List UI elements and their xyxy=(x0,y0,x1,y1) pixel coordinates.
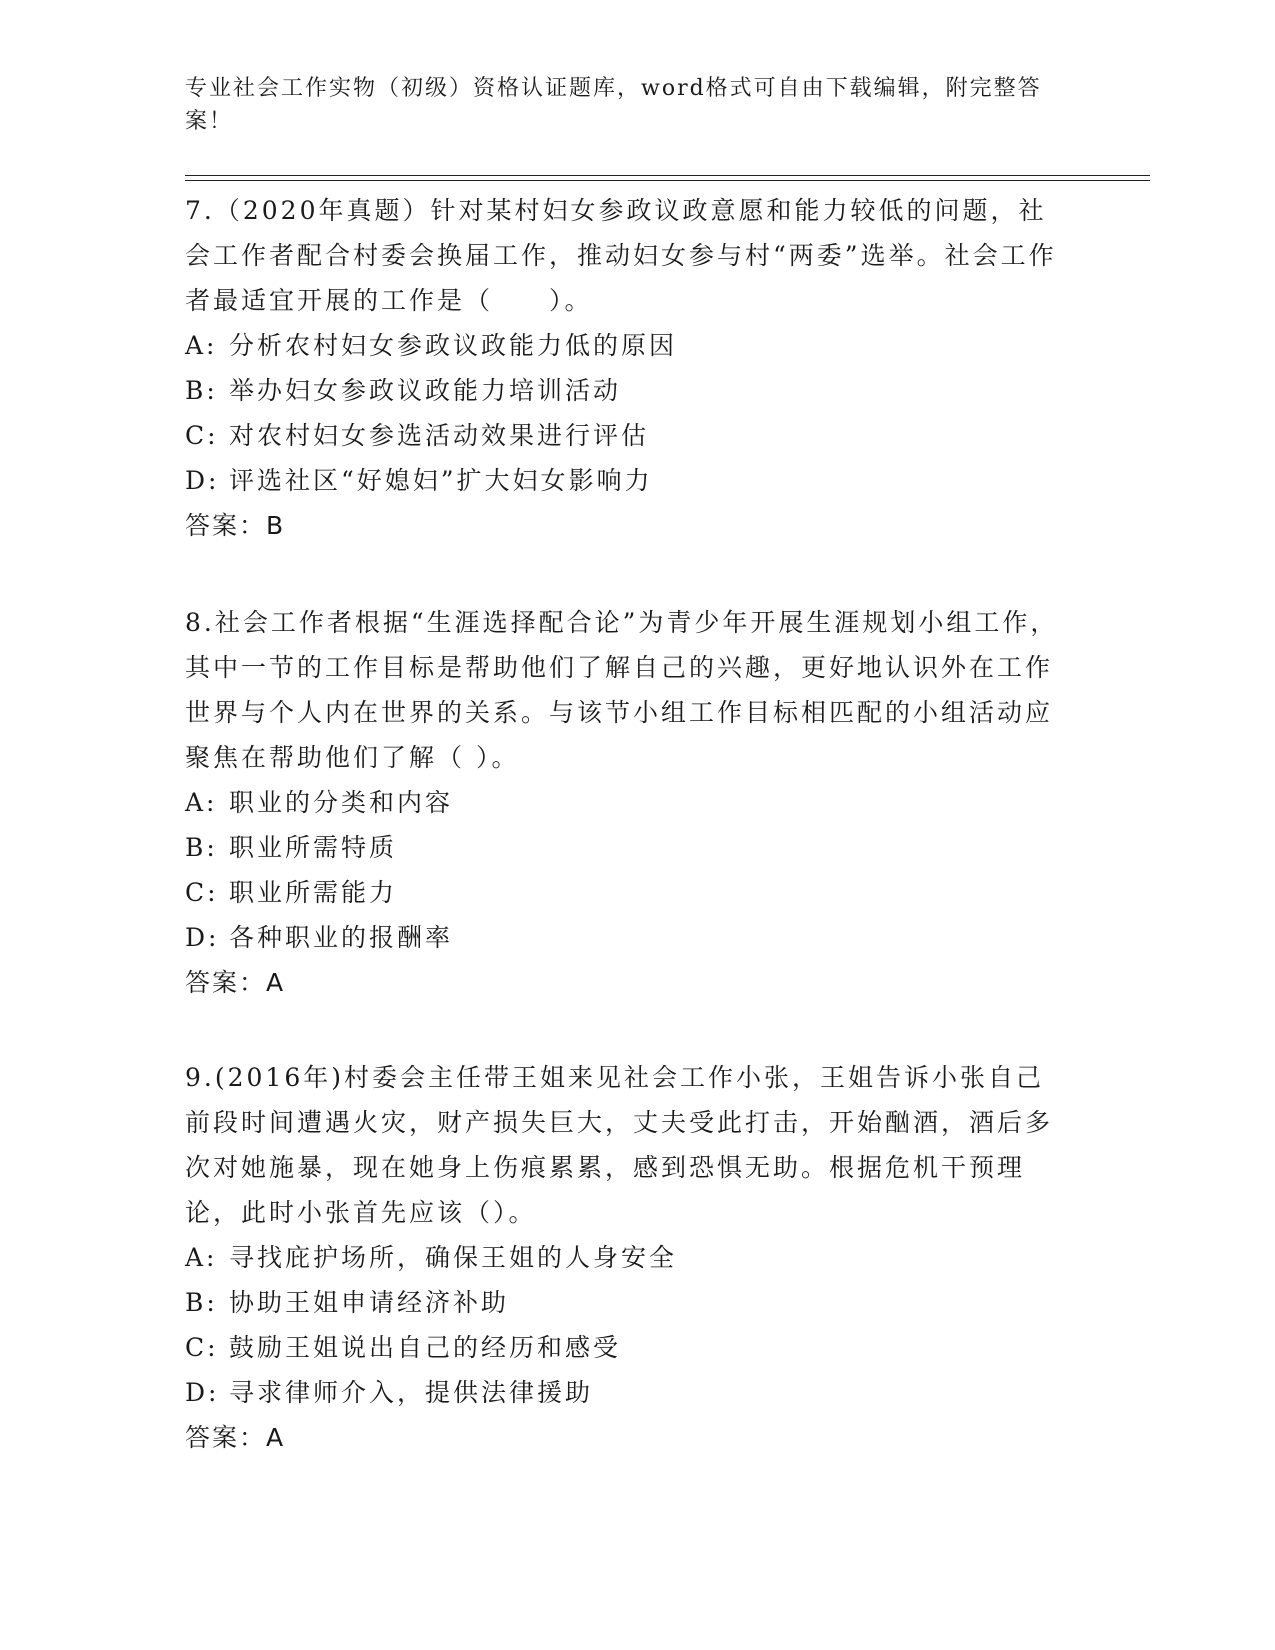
option-text: 对农村妇女参选活动效果进行评估 xyxy=(229,421,650,450)
option-d xyxy=(185,1370,1065,1415)
option-text: 举办妇女参政议政能力培训活动 xyxy=(229,376,622,405)
option-letter: D: xyxy=(185,466,220,495)
option-c xyxy=(185,870,1065,915)
option-letter: C: xyxy=(185,421,219,450)
option-text: 鼓励王姐说出自己的经历和感受 xyxy=(229,1333,622,1362)
option-c xyxy=(185,413,1065,458)
option-letter: C: xyxy=(185,1333,219,1362)
option-c xyxy=(185,1325,1065,1370)
option-text: 职业所需能力 xyxy=(229,878,398,907)
option-b xyxy=(185,825,1065,870)
option-b xyxy=(185,368,1065,413)
question-8 xyxy=(185,600,1065,1005)
option-text: 评选社区“好媳妇”扩大妇女影响力 xyxy=(229,466,653,495)
option-b xyxy=(185,1280,1065,1325)
option-a xyxy=(185,323,1065,368)
option-text: 寻找庇护场所，确保王姐的人身安全 xyxy=(229,1243,678,1272)
option-letter: A: xyxy=(185,331,218,360)
option-letter: A: xyxy=(185,1243,218,1272)
question-9 xyxy=(185,1055,1065,1460)
option-text: 职业所需特质 xyxy=(229,833,398,862)
question-stem: 8.社会工作者根据“生涯选择配合论”为青少年开展生涯规划小组工作，其中一节的工作目标是帮助他们了解自己的兴趣，更好地认识外在工作世界与个人内在世界的关系。与该节小组工作目标相匹配的小组活动应聚焦在帮助他们了解（ ）。 xyxy=(185,608,1059,772)
answer-line: 答案：A xyxy=(185,968,286,997)
option-letter: C: xyxy=(185,878,219,907)
option-letter: B: xyxy=(185,376,218,405)
option-letter: D: xyxy=(185,923,220,952)
option-text: 寻求律师介入，提供法律援助 xyxy=(229,1378,594,1407)
option-text: 各种职业的报酬率 xyxy=(229,923,454,952)
option-letter: A: xyxy=(185,788,218,817)
option-a xyxy=(185,1235,1065,1280)
header-divider-bottom xyxy=(185,180,1150,181)
page-header: 专业社会工作实物（初级）资格认证题库，word格式可自由下载编辑，附完整答案！ xyxy=(185,76,1042,134)
option-d xyxy=(185,458,1065,503)
question-stem: 9.(2016年)村委会主任带王姐来见社会工作小张，王姐告诉小张自己前段时间遭遇火灾，财产损失巨大，丈夫受此打击，开始酗酒，酒后多次对她施暴，现在她身上伤痕累累，感到恐惧无助。根据危机干预理论，此时小张首先应该（）。 xyxy=(185,1063,1054,1227)
question-7 xyxy=(185,188,1065,548)
option-text: 职业的分类和内容 xyxy=(229,788,454,817)
question-stem: 7.（2020年真题）针对某村妇女参政议政意愿和能力较低的问题，社会工作者配合村委会换届工作，推动妇女参与村“两委”选举。社会工作者最适宜开展的工作是（ ）。 xyxy=(185,196,1057,315)
option-letter: B: xyxy=(185,833,218,862)
option-d xyxy=(185,915,1065,960)
option-letter: D: xyxy=(185,1378,220,1407)
answer-line: 答案：B xyxy=(185,511,286,540)
header-divider-top xyxy=(185,175,1150,176)
option-text: 协助王姐申请经济补助 xyxy=(229,1288,510,1317)
option-text: 分析农村妇女参政议政能力低的原因 xyxy=(229,331,678,360)
option-a xyxy=(185,780,1065,825)
answer-line: 答案：A xyxy=(185,1423,286,1452)
option-letter: B: xyxy=(185,1288,218,1317)
